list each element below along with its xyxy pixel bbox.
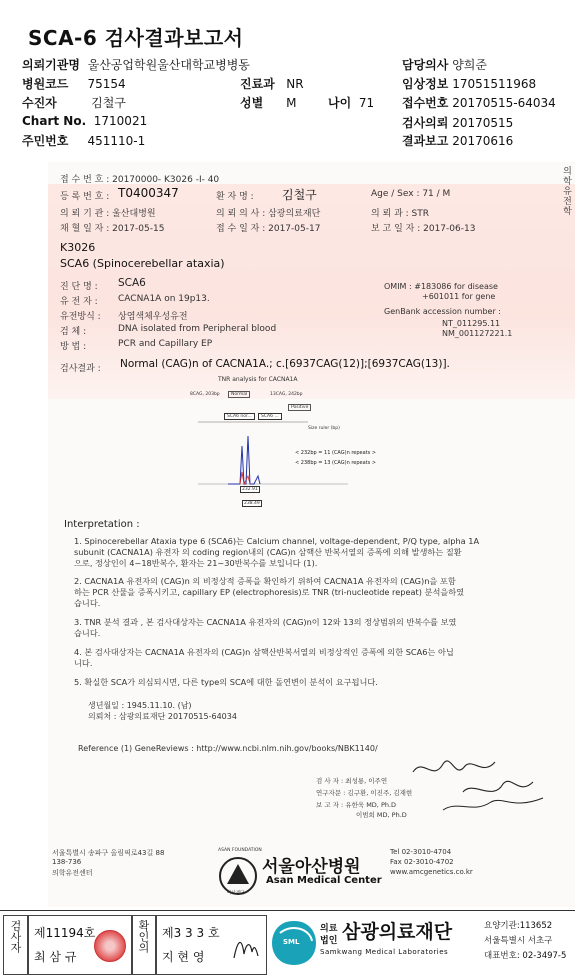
interp-line-5: 하는 PCR 산물을 증폭시키고, capillary EP (electrophoresis)로 TNR (tri-nucleotide repeat) 분석을하였 bbox=[74, 587, 465, 597]
researchers: 연구자문 : 김구환, 이진주, 김재현 bbox=[316, 789, 413, 797]
report-date: 보 고 일 자 : 2017-06-13 bbox=[371, 224, 476, 234]
test-name: SCA6 (Spinocerebellar ataxia) bbox=[60, 257, 225, 270]
figure-peak-2: 238.49 bbox=[244, 501, 260, 506]
doctor-row: 담당의사 양희준 bbox=[402, 58, 487, 72]
interp-line-10: 니다. bbox=[74, 658, 93, 668]
figure-label-13cag: 13CAG, 242bp bbox=[270, 392, 303, 397]
interp-line-11: 5. 확실한 SCA가 의심되시면, 다른 type의 SCA에 대한 돌연변이 분석이 요구됩니다. bbox=[74, 677, 378, 687]
org-phone: 대표번호: 02-3497-5 bbox=[484, 951, 567, 961]
figure-repeat-2: < 238bp = 13 (CAG)n repeats > bbox=[295, 460, 377, 466]
figure-repeat-1: < 232bp = 11 (CAG)n repeats > bbox=[295, 450, 377, 456]
specimen-value: DNA isolated from Peripheral blood bbox=[118, 324, 277, 334]
org-code: 요양기관:113652 bbox=[484, 921, 553, 931]
genbank-label: GenBank accession number : bbox=[384, 307, 501, 316]
method-value: PCR and Capillary EP bbox=[118, 339, 213, 349]
center-tel: Tel 02-3010-4704 bbox=[390, 848, 452, 856]
examiners: 검 사 자 : 최성룡, 이주연 bbox=[316, 777, 388, 785]
age-sex: Age / Sex : 71 / M bbox=[371, 189, 451, 199]
vertical-department-label: 의학유전학 bbox=[561, 166, 571, 216]
patient-name-value: 김철구 bbox=[282, 188, 317, 202]
org-address: 서울특별시 서초구 bbox=[484, 936, 553, 946]
omim-disease: OMIM : #183086 for disease bbox=[384, 282, 498, 291]
figure-bin-positive: SCA6 ... bbox=[258, 413, 282, 420]
confirmer-label: 확인의 bbox=[137, 920, 150, 953]
figure-label-normal: Normal bbox=[228, 391, 250, 398]
center-dept: 의학유전센터 bbox=[52, 869, 93, 877]
genbank-nm: NM_001127221.1 bbox=[442, 329, 513, 338]
center-fax: Fax 02-3010-4702 bbox=[390, 858, 454, 866]
center-name-ko: 서울아산병원 bbox=[262, 857, 361, 877]
report-title: SCA-6 검사결과보고서 bbox=[28, 26, 244, 50]
examiner-label-cell bbox=[3, 915, 29, 975]
reference: Reference (1) GeneReviews : http://www.ncbi.nlm.nih.gov/books/NBK1140/ bbox=[78, 744, 378, 753]
center-name-en: Asan Medical Center bbox=[266, 875, 382, 886]
chart-no-row: Chart No. 1710021 bbox=[22, 114, 148, 128]
diagnosis-label: 진 단 명 : bbox=[60, 282, 98, 292]
institution-row: 의뢰기관명 울산공업학원울산대학교병병동 bbox=[22, 58, 250, 72]
org-type-1: 의료 bbox=[320, 924, 338, 934]
interp-line-9: 4. 본 검사대상자는 CACNA1A 유전자의 (CAG)n 삼핵산반복서열의 비정상적인 증폭에 의한 SCA6는 아닙 bbox=[74, 647, 454, 657]
center-address: 서울특별시 송파구 올림픽로43길 88 bbox=[52, 849, 165, 857]
figure-peak-1: 232.91 bbox=[242, 487, 258, 492]
figure-bin-normal: SCA6 nor... bbox=[224, 413, 255, 420]
reg-label: 등 록 번 호 : bbox=[60, 192, 110, 202]
interp-line-8: 습니다. bbox=[74, 628, 101, 638]
figure-label-positive: Positive bbox=[288, 404, 311, 411]
receive-date: 접 수 일 자 : 2017-05-17 bbox=[216, 224, 321, 234]
genbank-nt: NT_011295.11 bbox=[442, 319, 501, 328]
result-label: 검사결과 : bbox=[60, 364, 101, 374]
department-row: 진료과 NR bbox=[240, 77, 304, 91]
electropherogram bbox=[188, 376, 388, 516]
gene-label: 유 전 자 : bbox=[60, 297, 98, 307]
signatures bbox=[403, 752, 553, 822]
org-name: 삼광의료재단 bbox=[342, 921, 453, 943]
center-website: www.amcgenetics.co.kr bbox=[390, 868, 473, 876]
hospital-code-row: 병원코드 75154 bbox=[22, 77, 126, 91]
request-date-row: 검사의뢰 20170515 bbox=[402, 116, 514, 130]
clinical-info-row: 임상정보 17051511968 bbox=[402, 77, 537, 91]
patient-name-label: 환 자 명 : bbox=[216, 192, 254, 202]
inheritance-value: 상염색체우성유전 bbox=[118, 312, 188, 322]
interp-line-4: 2. CACNA1A 유전자의 (CAG)n 의 비정상적 증폭을 확인하기 위하여 CACNA1A 유전자의 (CAG)n을 포함 bbox=[74, 576, 456, 586]
test-code: K3026 bbox=[60, 241, 96, 254]
interp-line-3: 으로, 정상인이 4~18반복수, 환자는 21~30반복수를 보입니다 (1). bbox=[74, 558, 318, 568]
birth-date: 생년월일 : 1945.11.10. (남) bbox=[88, 701, 192, 710]
confirmer-name: 지 현 영 bbox=[162, 950, 205, 964]
tnr-figure bbox=[188, 376, 388, 516]
method-label: 방 법 : bbox=[60, 342, 87, 352]
scanned-report bbox=[48, 162, 575, 907]
sml-logo-text: SML bbox=[283, 938, 300, 946]
interp-line-6: 습니다. bbox=[74, 598, 101, 608]
interp-line-7: 3. TNR 분석 결과 , 본 검사대상자는 CACNA1A 유전자의 (CAG)n이 12와 13의 정상범위의 반복수를 보였 bbox=[74, 617, 457, 627]
asan-logo-inner-text: 아산재단 bbox=[227, 891, 245, 896]
confirmer-signature bbox=[230, 934, 260, 964]
reporter-2: 이범희 MD, Ph.D bbox=[356, 811, 407, 819]
omim-gene: +601011 for gene bbox=[422, 292, 496, 301]
confirmer-label-cell bbox=[131, 915, 157, 975]
center-postcode: 138-736 bbox=[52, 858, 82, 866]
gene-value: CACNA1A on 19p13. bbox=[118, 294, 210, 304]
org-name-en: Samkwang Medical Laboratories bbox=[320, 948, 449, 956]
examiner-cell bbox=[27, 915, 133, 975]
specimen-label: 검 체 : bbox=[60, 327, 87, 337]
collection-date: 채 혈 일 자 : 2017-05-15 bbox=[60, 224, 165, 234]
figure-title: TNR analysis for CACNA1A bbox=[218, 376, 298, 383]
requesting-ward: 의 뢰 과 : STR bbox=[371, 209, 430, 219]
result-value: Normal (CAG)n of CACNA1A.; c.[6937CAG(12)];[6937CAG(13)]. bbox=[120, 358, 450, 370]
seal-stamp-icon bbox=[94, 930, 126, 962]
patient-row: 수진자 김철구 bbox=[22, 96, 126, 110]
inheritance-label: 유전방식 : bbox=[60, 312, 101, 322]
requester-info: 의뢰처 : 삼광의료재단 20170515-64034 bbox=[88, 712, 237, 721]
resident-no-row: 주민번호 451110-1 bbox=[22, 134, 146, 148]
examiner-license: 제11194호 bbox=[34, 926, 96, 940]
sex-row: 성별 M bbox=[240, 96, 297, 110]
receipt-number: 접 수 번 호 : 20170000- K3026 -I- 40 bbox=[60, 175, 220, 185]
interp-line-1: 1. Spinocerebellar Ataxia type 6 (SCA6)는 Calcium channel, voltage-dependent, P/Q type, alpha 1A bbox=[74, 536, 480, 546]
confirmer-license: 제3 3 3 호 bbox=[162, 926, 220, 940]
interp-line-2: subunit (CACNA1A) 유전자 의 coding region내의 (CAG)n 삼핵산 반복서열의 증폭에 의해 발생하는 질환 bbox=[74, 547, 462, 557]
reporter: 보 고 자 : 유한욱 MD, Ph.D bbox=[316, 801, 397, 809]
report-date-row: 결과보고 20170616 bbox=[402, 134, 514, 148]
signature-strip bbox=[0, 910, 575, 978]
figure-size-ruler: Size ruler (bp) bbox=[308, 426, 340, 431]
org-type-2: 법인 bbox=[320, 936, 338, 946]
age-row: 나이 71 bbox=[328, 96, 375, 110]
diagnosis-value: SCA6 bbox=[118, 277, 146, 289]
reg-number: T0400347 bbox=[118, 186, 179, 200]
asan-logo-ring-text: ASAN FOUNDATION bbox=[218, 848, 262, 853]
examiner-name: 최 삼 규 bbox=[34, 950, 77, 964]
examiner-label: 검사자 bbox=[9, 920, 22, 953]
interpretation-title: Interpretation : bbox=[64, 519, 140, 530]
requesting-institution: 의 뢰 기 관 : 울산대병원 bbox=[60, 209, 156, 219]
confirmer-cell bbox=[155, 915, 267, 975]
receipt-no-row: 접수번호 20170515-64034 bbox=[402, 96, 556, 110]
requesting-doctor: 의 뢰 의 사 : 삼광의료재단 bbox=[216, 209, 321, 219]
figure-label-8cag: 8CAG, 203bp bbox=[190, 392, 220, 397]
